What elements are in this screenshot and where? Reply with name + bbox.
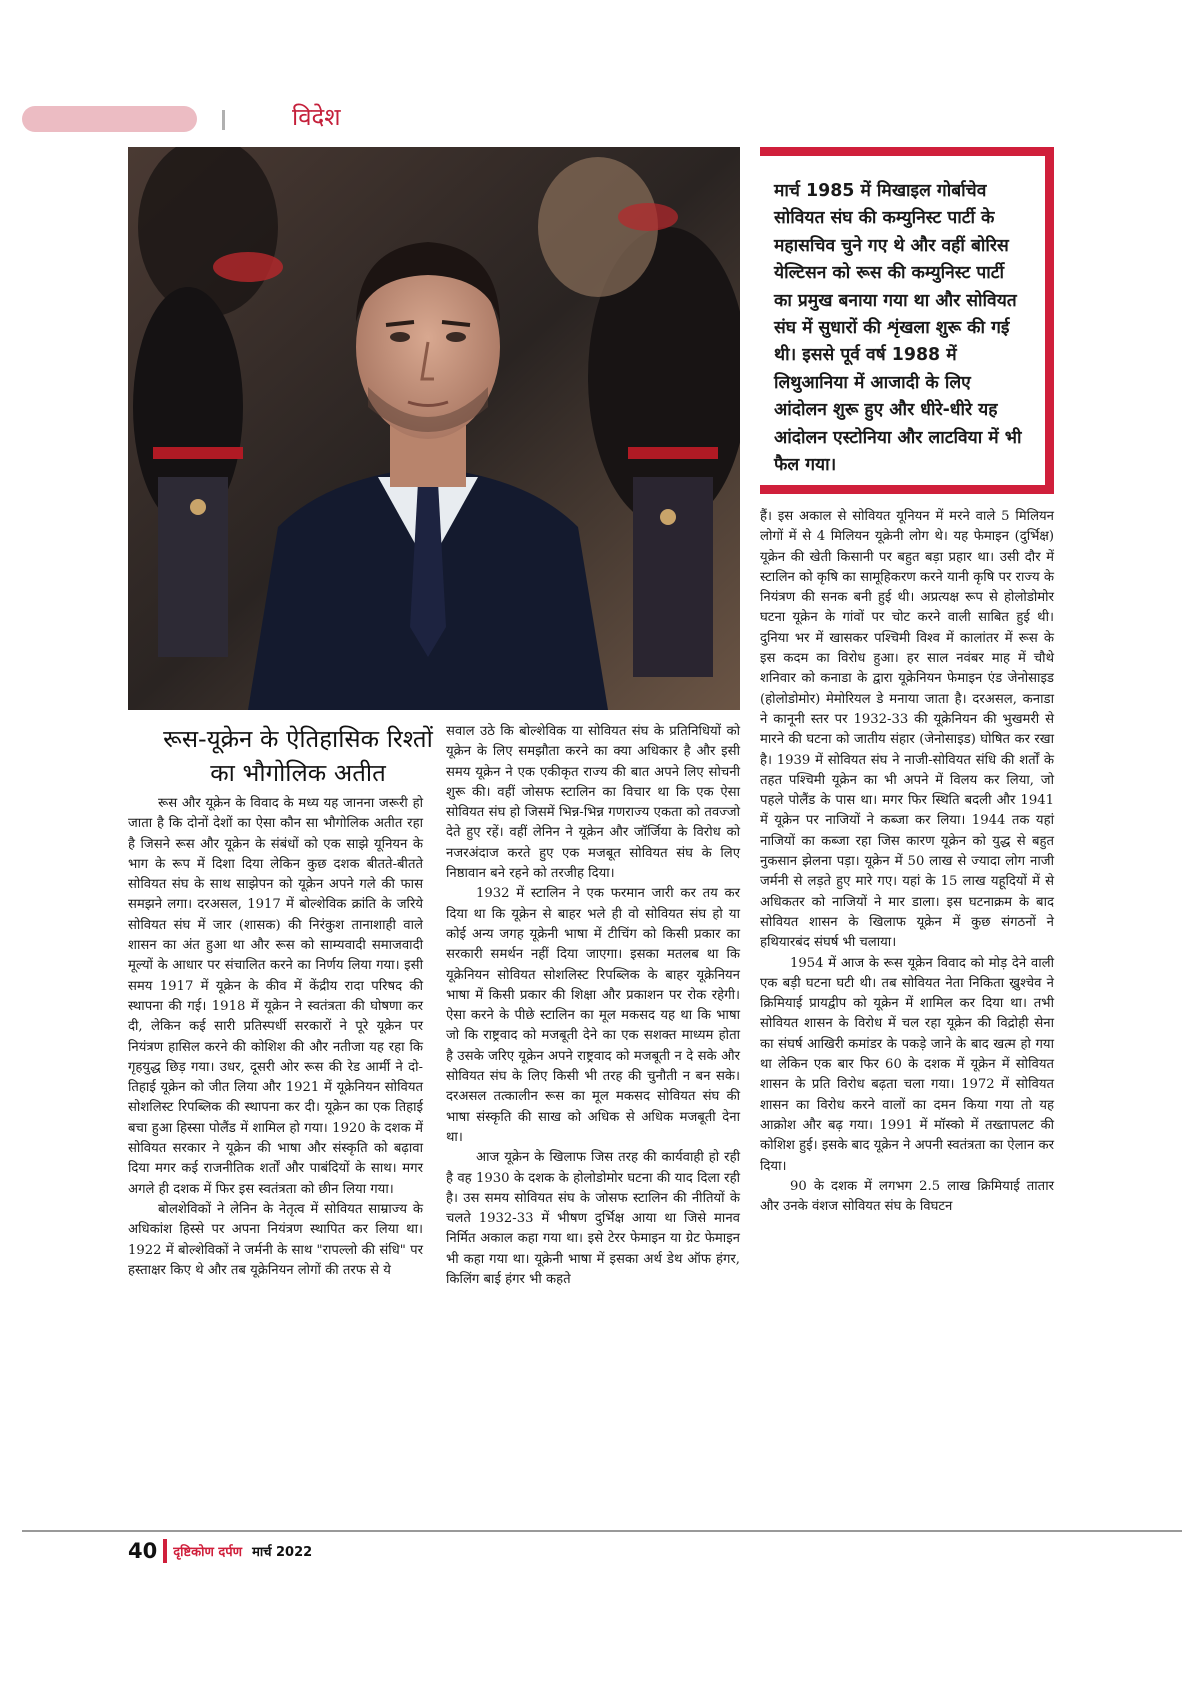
paragraph: 90 के दशक में लगभग 2.5 लाख क्रिमियाई तातार और उनके वंशज सोवियत संघ के विघटन: [760, 1178, 1054, 1215]
section-tab-pill: [22, 106, 197, 132]
paragraph: 1932 में स्टालिन ने एक फरमान जारी कर तय कर दिया था कि यूक्रेन से बाहर भले ही वो सोवियत संघ हो या कोई अन्य जगह यूक्रेनी भाषा में टीचिंग को किसी प्रकार का सरकारी समर्थन नहीं दिया जाएगा। इसका मतलब था कि यूक्रेनियन सोवियत सोशलिस्ट रिपब्लिक के बाहर यूक्रेनियन भाषा में किसी प्रकार की शिक्षा और प्रकाशन पर रोक रहेगी। ऐसा करने के पीछे स्टालिन का मूल मकसद यह था कि भाषा जो कि राष्ट्रवाद को मजबूती देने का एक सशक्त माध्यम होता है उसके जरिए यूक्रेन अपने राष्ट्रवाद को मजबूती न दे सके और सोवियत संघ के लिए किसी भी तरह की चुनौती न बन सके। दरअसल तत्कालीन रूस का मूल मकसद सोवियत संघ की भाषा संस्कृति की साख को अधिक से अधिक मजबूती देना था।: [446, 886, 740, 1145]
paragraph: हैं। इस अकाल से सोवियत यूनियन में मरने वाले 5 मिलियन लोगों में से 4 मिलियन यूक्रेनी लोग थे। यह फेमाइन (दुर्भिक्ष) यूक्रेन की खेती किसानी पर बहुत बड़ा प्रहार था। उसी दौर में स्टालिन को कृषि का सामूहिकरण करने यानी कृषि पर राज्य के नियंत्रण की सनक बनी हुई थी। अप्रत्यक्ष रूप से होलोडोमोर घटना यूक्रेन के गांवों पर चोट करने वाली साबित हुई थी। दुनिया भर में खासकर पश्चिमी विश्व में कालांतर में रूस के इस कदम का विरोध हुआ। हर साल नवंबर माह में चौथे शनिवार को कनाडा के द्वारा यूक्रेनियन फेमाइन एंड जेनोसाइड (होलोडोमोर) मेमोरियल डे मनाया जाता है। दरअसल, कनाडा ने कानूनी स्तर पर 1932-33 की यूक्रेनियन की भुखमरी से मारने की घटना को जातीय संहार (जेनोसाइड) घोषित कर रखा है। 1939 में सोवियत संघ ने नाजी-सोवियत संधि की शर्तों के तहत पश्चिमी यूक्रेन का भी अपने में विलय कर लिया, जो पहले पोलैंड के पास था। मगर फिर स्थिति बदली और 1941 में यूक्रेन पर नाजियों ने कब्जा कर लिया। 1944 तक यहां नाजियों का कब्जा रहा जिस कारण यूक्रेन को युद्ध से बहुत नुकसान झेलना पड़ा। यूक्रेन में 50 लाख से ज्यादा लोग नाजी जर्मनी से लड़ते हुए मारे गए। यहां के 15 लाख यहूदियों में से अधिकतर को नाजियों ने मार डाला। इस घटनाक्रम के बाद सोवियत शासन के खिलाफ यूक्रेन में कुछ संगठनों ने हथियारबंद संघर्ष भी चलाया।: [760, 509, 1054, 951]
paragraph: रूस और यूक्रेन के विवाद के मध्य यह जानना जरूरी हो जाता है कि दोनों देशों का ऐसा कौन सा भौगोलिक अतीत रहा है जिसने रूस और यूक्रेन के संबंधों को एक साझे यूनियन के भाग के रूप में दिशा दिया लेकिन कुछ दशक बीतते-बीतते सोवियत संघ के साथ साझेपन को यूक्रेन अपने गले की फास समझने लगा। दरअसल, 1917 में बोल्शेविक क्रांति के जरिये सोवियत संघ में जार (शासक) की निरंकुश तानाशाही वाले शासन का अंत हुआ था और रूस को साम्यवादी समाजवादी मूल्यों के आधार पर संचालित करने का निर्णय लिया गया। इसी समय 1917 में यूक्रेन के कीव में केंद्रीय रादा परिषद की स्थापना की गई। 1918 में यूक्रेन ने स्वतंत्रता की घोषणा कर दी, लेकिन कई सारी प्रतिस्पर्धी सरकारों ने पूरे यूक्रेन पर नियंत्रण हासिल करने की कोशिश की और नतीजा यह रहा कि गृहयुद्ध छिड़ गया। उधर, दूसरी ओर रूस की रेड आर्मी ने दो-तिहाई यूक्रेन को जीत लिया और 1921 में यूक्रेनियन सोवियत सोशलिस्ट रिपब्लिक की स्थापना कर दी। यूक्रेन का एक तिहाई बचा हुआ हिस्सा पोलैंड में शामिल हो गया। 1920 के दशक में सोवियत सरकार ने यूक्रेन की भाषा और संस्कृति को बढ़ावा दिया मगर कई राजनीतिक शर्तों और पाबंदियों के साथ। मगर अगले ही दशक में फिर इस स्वतंत्रता को छीन लिया गया।: [128, 796, 423, 1197]
footer-divider: [163, 1539, 167, 1563]
article-column-2: [446, 722, 740, 1522]
page-footer: [128, 1536, 312, 1566]
page-number: 40: [128, 1539, 158, 1563]
pull-quote-text: मार्च 1985 में मिखाइल गोर्बाचेव सोवियत संघ की कम्युनिस्ट पार्टी के महासचिव चुने गए थे और वहीं बोरिस येल्टिसन को रूस की कम्युनिस्ट पार्टी का प्रमुख बनाया गया था और सोवियत संघ में सुधारों की शृंखला शुरू की गई थी। इससे पूर्व वर्ष 1988 में लिथुआनिया में आजादी के लिए आंदोलन शुरू हुए और धीरे-धीरे यह आंदोलन एस्टोनिया और लाटविया में भी फैल गया।: [774, 181, 1022, 476]
magazine-logo: दृष्टिकोण दर्पण: [173, 1545, 243, 1560]
paragraph: बोलशेविकों ने लेनिन के नेतृत्व में सोवियत साम्राज्य के अधिकांश हिस्से पर अपना नियंत्रण स्थापित कर लिया था। 1922 में बोल्शेविकों ने जर्मनी के साथ "रापल्लो की संधि" पर हस्ताक्षर किए थे और तब यूक्रेनियन लोगों की तरफ से ये: [128, 1201, 423, 1278]
section-title: विदेश: [292, 103, 341, 131]
article-column-3: [760, 507, 1054, 1519]
article-photo: [128, 147, 740, 710]
paragraph: 1954 में आज के रूस यूक्रेन विवाद को मोड़ देने वाली एक बड़ी घटना घटी थी। तब सोवियत नेता निकिता ख्रुश्चेव ने क्रिमियाई प्रायद्वीप को यूक्रेन में शामिल कर दिया था। तभी सोवियत शासन के विरोध में चल रहा यूक्रेन की विद्रोही सेना का संघर्ष आखिरी कमांडर के पकड़े जाने के बाद खत्म हो गया था लेकिन एक बार फिर 60 के दशक में यूक्रेन में सोवियत शासन के प्रति विरोध बढ़ता चला गया। 1972 में सोवियत शासन का विरोध करने वालों का दमन किया गया तो यह आक्रोश और बढ़ गया। 1991 में मॉस्को में तख्तापलट की कोशिश हुई। इसके बाद यूक्रेन ने अपनी स्वतंत्रता का ऐलान कर दिया।: [760, 955, 1054, 1174]
footer-rule: [22, 1530, 1182, 1532]
paragraph: आज यूक्रेन के खिलाफ जिस तरह की कार्यवाही हो रही है वह 1930 के दशक के होलोडोमोर घटना की याद दिला रही है। उस समय सोवियत संघ के जोसफ स्टालिन की नीतियों के चलते 1932-33 में भीषण दुर्भिक्ष आया था जिसे मानव निर्मित अकाल कहा गया था। इसे टेरर फेमाइन या ग्रेट फेमाइन भी कहा गया था। यूक्रेनी भाषा में इसका अर्थ डेथ ऑफ हंगर, किलिंग बाई हंगर भी कहते: [446, 1150, 740, 1288]
issue-date: मार्च 2022: [252, 1545, 313, 1560]
paragraph: सवाल उठे कि बोल्शेविक या सोवियत संघ के प्रतिनिधियों को यूक्रेन के लिए समझौता करने का क्या अधिकार है और इसी समय यूक्रेन ने एक एकीकृत राज्य की बात अपने लिए सोचनी शुरू की। वहीं जोसफ स्टालिन का विचार था कि एक ऐसा सोवियत संघ हो जिसमें भिन्न-भिन्न गणराज्य एकता को तवज्जो देते हुए रहें। वहीं लेनिन ने यूक्रेन और जॉर्जिया के विरोध को नजरअंदाज करते हुए एक मजबूत सोवियत संघ के लिए निष्ठावान बने रहने को तरजीह दिया।: [446, 724, 740, 882]
portrait-illustration: [128, 147, 740, 710]
pull-quote-box: [760, 147, 1054, 494]
article-headline: रूस-यूक्रेन के ऐतिहासिक रिश्तों का भौगोलिक अतीत: [163, 725, 433, 787]
header-separator: [222, 110, 225, 130]
article-column-1: [128, 794, 423, 1514]
